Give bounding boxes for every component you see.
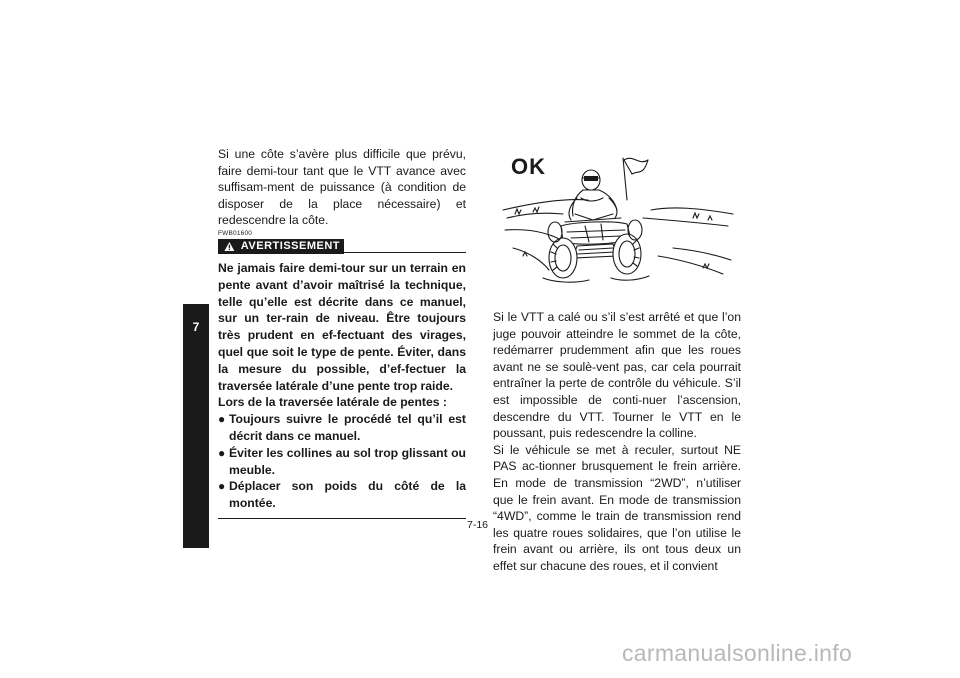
warning-block: [218, 238, 466, 519]
right-column: [493, 309, 741, 575]
warning-bullet: ● Toujours suivre le procédé tel qu’il est décrit dans ce manuel.: [218, 412, 466, 443]
atv-hill-illustration: [493, 148, 743, 303]
atv-rider-drawing: [493, 148, 743, 303]
warning-bullet: ● Déplacer son poids du côté de la montée.: [218, 479, 466, 511]
warning-subheading: Lors de la traversée latérale de pentes :: [218, 395, 447, 410]
stall-paragraph: Si le VTT a calé ou s’il s’est arrêté et que l’on juge pouvoir atteindre le sommet de la côte, redémarrer prudemment afin que les roues avant ne se soulè-vent pas, car cela pourrait entraîner la perte de contrôle du véhicule. S’il est impossible de conti-nuer l’ascension, descendre du VTT. Tourner le VTT en le poussant, puis redescendre la colline.: [493, 310, 741, 441]
warning-bullet: ● Éviter les collines au sol trop glissant ou meuble.: [218, 445, 466, 477]
left-column: [218, 146, 466, 519]
bullet-dot-icon: ●: [218, 412, 226, 427]
warning-top-rule: [218, 252, 466, 253]
warning-triangle-icon: [224, 241, 235, 252]
page-number: 7-16: [467, 519, 489, 531]
rollback-paragraph: Si le véhicule se met à reculer, surtout NE PAS ac-tionner brusquement le frein arrière. En mode de transmission “2WD”, n’utiliser que le frein avant. En mode de transmission “4WD”, comme le train de transmission rend les quatre roues solidaires, que l’on utilise le frein avant ou arrière, ils ont tous deux un effet sur chacune des roues, et il convient: [493, 442, 741, 573]
chapter-tab: [183, 304, 209, 548]
bullet-dot-icon: ●: [218, 445, 226, 460]
chapter-number: 7: [192, 320, 200, 334]
ok-label: OK: [511, 154, 546, 179]
intro-paragraph: Si une côte s’avère plus difficile que prévu, faire demi-tour tant que le VTT avance avec suffisam-ment de puissance (à condition de disposer de la place nécessaire) et redescendre la côte.: [218, 147, 466, 228]
warning-text: Ne jamais faire demi-tour sur un terrain en pente avant d’avoir maîtrisé la technique, telle qu’elle est décrite dans ce manuel, sur un ter-rain de niveau. Être toujours très prudent en ef-fectuant des virages, quel que soit le type de pente. Éviter, dans la mesure du possible, d’ef-fectuer la traversée latérale d’une pente trop raide.: [218, 260, 466, 393]
warning-code: FWB01600: [218, 229, 253, 237]
watermark: carmanualsonline.info: [622, 640, 853, 666]
warning-bottom-rule: [218, 512, 466, 519]
warning-label: AVERTISSEMENT: [240, 240, 340, 253]
bullet-dot-icon: ●: [218, 479, 226, 494]
